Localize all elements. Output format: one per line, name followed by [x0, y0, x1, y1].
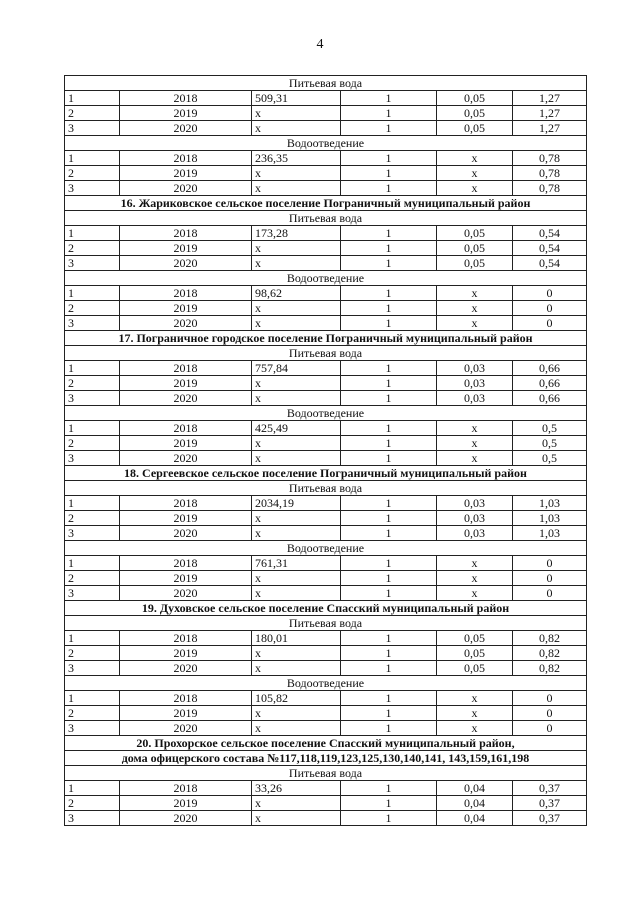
index-one-cell: 1	[341, 226, 437, 241]
row-number-cell: 1	[65, 781, 120, 796]
year-cell: 2020	[120, 316, 252, 331]
coef-b-cell: 0	[513, 286, 587, 301]
table-row	[65, 286, 587, 301]
base-value-cell: 180,01	[252, 631, 341, 646]
table-row	[65, 571, 587, 586]
coef-b-cell: 0,54	[513, 256, 587, 271]
row-number-cell: 3	[65, 121, 120, 136]
year-cell: 2020	[120, 391, 252, 406]
section-heading-row	[65, 736, 587, 751]
index-one-cell: 1	[341, 646, 437, 661]
year-cell: 2018	[120, 421, 252, 436]
coef-a-cell: 0,03	[437, 511, 513, 526]
table-row	[65, 121, 587, 136]
coef-a-cell: 0,03	[437, 526, 513, 541]
table-row	[65, 706, 587, 721]
coef-a-cell: 0,05	[437, 661, 513, 676]
coef-b-cell: 0,66	[513, 361, 587, 376]
service-type-label: Водоотведение	[65, 406, 587, 421]
index-one-cell: 1	[341, 586, 437, 601]
table-row	[65, 511, 587, 526]
index-one-cell: 1	[341, 166, 437, 181]
base-value-cell: х	[252, 526, 341, 541]
coef-a-cell: х	[437, 571, 513, 586]
base-value-cell: х	[252, 571, 341, 586]
base-value-cell: х	[252, 106, 341, 121]
base-value-cell: х	[252, 256, 341, 271]
index-one-cell: 1	[341, 451, 437, 466]
base-value-cell: 173,28	[252, 226, 341, 241]
service-type-label: Питьевая вода	[65, 481, 587, 496]
year-cell: 2020	[120, 451, 252, 466]
table-row	[65, 226, 587, 241]
coef-b-cell: 0	[513, 691, 587, 706]
year-cell: 2019	[120, 376, 252, 391]
base-value-cell: х	[252, 511, 341, 526]
year-cell: 2020	[120, 811, 252, 826]
service-type-row	[65, 481, 587, 496]
service-type-label: Питьевая вода	[65, 211, 587, 226]
section-heading: 18. Сергеевское сельское поселение Пограничный муниципальный район	[65, 466, 587, 481]
service-type-label: Питьевая вода	[65, 346, 587, 361]
coef-b-cell: 1,27	[513, 91, 587, 106]
coef-b-cell: 0,78	[513, 181, 587, 196]
row-number-cell: 2	[65, 301, 120, 316]
year-cell: 2020	[120, 526, 252, 541]
index-one-cell: 1	[341, 511, 437, 526]
coef-a-cell: 0,04	[437, 781, 513, 796]
row-number-cell: 3	[65, 181, 120, 196]
row-number-cell: 2	[65, 166, 120, 181]
year-cell: 2018	[120, 286, 252, 301]
table-row	[65, 691, 587, 706]
row-number-cell: 1	[65, 496, 120, 511]
service-type-row	[65, 346, 587, 361]
coef-b-cell: 0	[513, 586, 587, 601]
year-cell: 2019	[120, 646, 252, 661]
row-number-cell: 3	[65, 811, 120, 826]
service-type-label: Питьевая вода	[65, 616, 587, 631]
service-type-row	[65, 76, 587, 91]
coef-a-cell: х	[437, 421, 513, 436]
row-number-cell: 2	[65, 706, 120, 721]
row-number-cell: 1	[65, 361, 120, 376]
base-value-cell: 98,62	[252, 286, 341, 301]
service-type-row	[65, 136, 587, 151]
coef-b-cell: 0,37	[513, 781, 587, 796]
base-value-cell: х	[252, 121, 341, 136]
year-cell: 2019	[120, 796, 252, 811]
year-cell: 2019	[120, 571, 252, 586]
base-value-cell: 33,26	[252, 781, 341, 796]
coef-a-cell: 0,03	[437, 391, 513, 406]
section-heading: 16. Жариковское сельское поселение Пограничный муниципальный район	[65, 196, 587, 211]
row-number-cell: 2	[65, 511, 120, 526]
coef-a-cell: 0,05	[437, 646, 513, 661]
coef-a-cell: х	[437, 301, 513, 316]
index-one-cell: 1	[341, 361, 437, 376]
base-value-cell: 761,31	[252, 556, 341, 571]
index-one-cell: 1	[341, 91, 437, 106]
table-row	[65, 646, 587, 661]
base-value-cell: х	[252, 451, 341, 466]
coef-b-cell: 0,5	[513, 436, 587, 451]
index-one-cell: 1	[341, 121, 437, 136]
table-row	[65, 241, 587, 256]
row-number-cell: 3	[65, 256, 120, 271]
service-type-row	[65, 676, 587, 691]
service-type-label: Водоотведение	[65, 676, 587, 691]
table-row	[65, 151, 587, 166]
row-number-cell: 3	[65, 526, 120, 541]
index-one-cell: 1	[341, 811, 437, 826]
section-heading: 20. Прохорское сельское поселение Спасский муниципальный район,	[65, 736, 587, 751]
base-value-cell: х	[252, 181, 341, 196]
index-one-cell: 1	[341, 181, 437, 196]
year-cell: 2018	[120, 91, 252, 106]
coef-a-cell: х	[437, 151, 513, 166]
table-row	[65, 586, 587, 601]
coef-a-cell: х	[437, 721, 513, 736]
year-cell: 2019	[120, 166, 252, 181]
row-number-cell: 2	[65, 646, 120, 661]
service-type-row	[65, 541, 587, 556]
service-type-row	[65, 211, 587, 226]
year-cell: 2019	[120, 241, 252, 256]
coef-a-cell: 0,03	[437, 496, 513, 511]
base-value-cell: х	[252, 646, 341, 661]
row-number-cell: 1	[65, 631, 120, 646]
coef-a-cell: х	[437, 706, 513, 721]
index-one-cell: 1	[341, 691, 437, 706]
table-row	[65, 556, 587, 571]
base-value-cell: 757,84	[252, 361, 341, 376]
base-value-cell: 509,31	[252, 91, 341, 106]
year-cell: 2019	[120, 106, 252, 121]
coef-a-cell: 0,03	[437, 361, 513, 376]
year-cell: 2018	[120, 496, 252, 511]
row-number-cell: 1	[65, 91, 120, 106]
row-number-cell: 2	[65, 796, 120, 811]
year-cell: 2020	[120, 721, 252, 736]
index-one-cell: 1	[341, 256, 437, 271]
index-one-cell: 1	[341, 106, 437, 121]
year-cell: 2020	[120, 586, 252, 601]
row-number-cell: 3	[65, 661, 120, 676]
row-number-cell: 1	[65, 421, 120, 436]
table-row	[65, 436, 587, 451]
coef-b-cell: 0,54	[513, 226, 587, 241]
index-one-cell: 1	[341, 436, 437, 451]
table-row	[65, 631, 587, 646]
base-value-cell: х	[252, 241, 341, 256]
year-cell: 2019	[120, 706, 252, 721]
service-type-row	[65, 616, 587, 631]
service-type-row	[65, 766, 587, 781]
year-cell: 2018	[120, 631, 252, 646]
row-number-cell: 1	[65, 691, 120, 706]
base-value-cell: 425,49	[252, 421, 341, 436]
row-number-cell: 2	[65, 571, 120, 586]
service-type-row	[65, 271, 587, 286]
coef-a-cell: х	[437, 586, 513, 601]
index-one-cell: 1	[341, 571, 437, 586]
base-value-cell: х	[252, 436, 341, 451]
base-value-cell: х	[252, 706, 341, 721]
coef-b-cell: 0	[513, 556, 587, 571]
section-heading-row	[65, 331, 587, 346]
coef-a-cell: х	[437, 691, 513, 706]
coef-b-cell: 0,54	[513, 241, 587, 256]
table-row	[65, 796, 587, 811]
section-heading-row	[65, 196, 587, 211]
index-one-cell: 1	[341, 721, 437, 736]
coef-b-cell: 0	[513, 571, 587, 586]
table-row	[65, 361, 587, 376]
index-one-cell: 1	[341, 631, 437, 646]
base-value-cell: х	[252, 661, 341, 676]
row-number-cell: 3	[65, 316, 120, 331]
row-number-cell: 2	[65, 376, 120, 391]
table-row	[65, 91, 587, 106]
index-one-cell: 1	[341, 376, 437, 391]
base-value-cell: х	[252, 811, 341, 826]
index-one-cell: 1	[341, 316, 437, 331]
coef-b-cell: 0,66	[513, 376, 587, 391]
coef-b-cell: 1,27	[513, 106, 587, 121]
year-cell: 2020	[120, 121, 252, 136]
coef-a-cell: 0,05	[437, 256, 513, 271]
year-cell: 2018	[120, 361, 252, 376]
row-number-cell: 1	[65, 151, 120, 166]
coef-b-cell: 0,82	[513, 631, 587, 646]
coef-b-cell: 0	[513, 721, 587, 736]
table-row	[65, 781, 587, 796]
coef-b-cell: 0,66	[513, 391, 587, 406]
index-one-cell: 1	[341, 661, 437, 676]
row-number-cell: 3	[65, 451, 120, 466]
year-cell: 2018	[120, 691, 252, 706]
coef-b-cell: 0,82	[513, 646, 587, 661]
row-number-cell: 3	[65, 586, 120, 601]
section-heading-row	[65, 601, 587, 616]
index-one-cell: 1	[341, 421, 437, 436]
year-cell: 2020	[120, 181, 252, 196]
table-row	[65, 661, 587, 676]
table-row	[65, 181, 587, 196]
row-number-cell: 1	[65, 286, 120, 301]
row-number-cell: 3	[65, 391, 120, 406]
base-value-cell: х	[252, 376, 341, 391]
year-cell: 2020	[120, 661, 252, 676]
coef-a-cell: х	[437, 316, 513, 331]
coef-a-cell: 0,05	[437, 241, 513, 256]
coef-b-cell: 1,27	[513, 121, 587, 136]
coef-a-cell: 0,03	[437, 376, 513, 391]
base-value-cell: х	[252, 166, 341, 181]
index-one-cell: 1	[341, 391, 437, 406]
section-heading-row	[65, 751, 587, 766]
service-type-label: Питьевая вода	[65, 766, 587, 781]
index-one-cell: 1	[341, 496, 437, 511]
coef-b-cell: 1,03	[513, 511, 587, 526]
page-number: 4	[316, 37, 324, 52]
coef-a-cell: 0,05	[437, 106, 513, 121]
row-number-cell: 2	[65, 106, 120, 121]
section-heading: 17. Пограничное городское поселение Пограничный муниципальный район	[65, 331, 587, 346]
index-one-cell: 1	[341, 301, 437, 316]
table-row	[65, 811, 587, 826]
row-number-cell: 1	[65, 556, 120, 571]
table-row	[65, 421, 587, 436]
table-row	[65, 721, 587, 736]
coef-b-cell: 1,03	[513, 496, 587, 511]
index-one-cell: 1	[341, 556, 437, 571]
tariff-table	[64, 75, 587, 826]
coef-a-cell: х	[437, 451, 513, 466]
coef-b-cell: 0,82	[513, 661, 587, 676]
index-one-cell: 1	[341, 286, 437, 301]
table-row	[65, 106, 587, 121]
coef-b-cell: 0,5	[513, 421, 587, 436]
index-one-cell: 1	[341, 151, 437, 166]
section-heading-row	[65, 466, 587, 481]
base-value-cell: х	[252, 796, 341, 811]
row-number-cell: 2	[65, 436, 120, 451]
service-type-label: Водоотведение	[65, 541, 587, 556]
base-value-cell: х	[252, 316, 341, 331]
coef-b-cell: 0	[513, 316, 587, 331]
year-cell: 2019	[120, 511, 252, 526]
coef-a-cell: х	[437, 436, 513, 451]
coef-a-cell: х	[437, 286, 513, 301]
index-one-cell: 1	[341, 526, 437, 541]
coef-b-cell: 0,78	[513, 166, 587, 181]
index-one-cell: 1	[341, 241, 437, 256]
coef-b-cell: 0,78	[513, 151, 587, 166]
coef-a-cell: 0,05	[437, 121, 513, 136]
base-value-cell: 2034,19	[252, 496, 341, 511]
year-cell: 2018	[120, 781, 252, 796]
table-row	[65, 166, 587, 181]
base-value-cell: х	[252, 391, 341, 406]
table-row	[65, 496, 587, 511]
coef-a-cell: х	[437, 166, 513, 181]
index-one-cell: 1	[341, 706, 437, 721]
base-value-cell: х	[252, 586, 341, 601]
base-value-cell: 236,35	[252, 151, 341, 166]
table-row	[65, 316, 587, 331]
base-value-cell: х	[252, 721, 341, 736]
coef-a-cell: 0,05	[437, 226, 513, 241]
row-number-cell: 1	[65, 226, 120, 241]
table-row	[65, 391, 587, 406]
row-number-cell: 3	[65, 721, 120, 736]
coef-b-cell: 1,03	[513, 526, 587, 541]
service-type-label: Водоотведение	[65, 136, 587, 151]
year-cell: 2019	[120, 436, 252, 451]
section-heading: дома офицерского состава №117,118,119,123,125,130,140,141, 143,159,161,198	[65, 751, 587, 766]
coef-b-cell: 0,5	[513, 451, 587, 466]
year-cell: 2019	[120, 301, 252, 316]
coef-b-cell: 0,37	[513, 796, 587, 811]
index-one-cell: 1	[341, 781, 437, 796]
base-value-cell: 105,82	[252, 691, 341, 706]
coef-a-cell: 0,05	[437, 91, 513, 106]
base-value-cell: х	[252, 301, 341, 316]
table-row	[65, 376, 587, 391]
table-row	[65, 526, 587, 541]
coef-a-cell: х	[437, 556, 513, 571]
coef-a-cell: 0,05	[437, 631, 513, 646]
service-type-label: Водоотведение	[65, 271, 587, 286]
year-cell: 2018	[120, 226, 252, 241]
year-cell: 2018	[120, 151, 252, 166]
table-row	[65, 451, 587, 466]
index-one-cell: 1	[341, 796, 437, 811]
coef-b-cell: 0	[513, 706, 587, 721]
row-number-cell: 2	[65, 241, 120, 256]
table-row	[65, 301, 587, 316]
year-cell: 2020	[120, 256, 252, 271]
year-cell: 2018	[120, 556, 252, 571]
coef-a-cell: 0,04	[437, 796, 513, 811]
coef-a-cell: х	[437, 181, 513, 196]
coef-b-cell: 0	[513, 301, 587, 316]
coef-b-cell: 0,37	[513, 811, 587, 826]
table-row	[65, 256, 587, 271]
coef-a-cell: 0,04	[437, 811, 513, 826]
section-heading: 19. Духовское сельское поселение Спасский муниципальный район	[65, 601, 587, 616]
service-type-row	[65, 406, 587, 421]
service-type-label: Питьевая вода	[65, 76, 587, 91]
